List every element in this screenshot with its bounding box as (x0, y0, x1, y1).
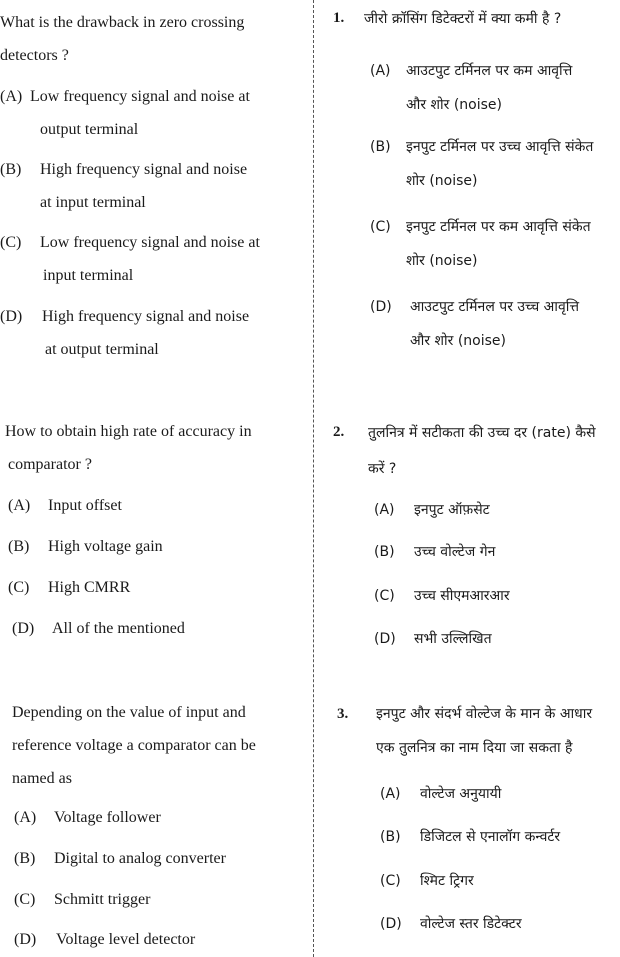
question-line: What is the drawback in zero crossing (0, 14, 245, 31)
option-label: (B) (0, 161, 22, 178)
option-b (14, 850, 226, 868)
option-label: (A) (0, 88, 23, 105)
option-c (8, 579, 130, 597)
option-label: (A) (370, 63, 391, 79)
option-d (380, 914, 522, 933)
question-2-en (5, 415, 252, 481)
option-text: Low frequency signal and noise at (40, 234, 260, 251)
option-text: सभी उल्लिखित (414, 631, 492, 647)
option-d (0, 300, 249, 366)
option-text: Voltage follower (54, 809, 161, 826)
option-text: और शोर (noise) (410, 333, 506, 349)
option-text: इनपुट टर्मिनल पर कम आवृत्ति संकेत (406, 219, 591, 235)
option-text: Schmitt trigger (54, 891, 151, 908)
option-b (380, 827, 560, 846)
option-d (12, 620, 185, 638)
question-line: तुलनित्र में सटीकता की उच्च दर (rate) कैसे (368, 425, 596, 441)
option-text: इनपुट टर्मिनल पर उच्च आवृत्ति संकेत (406, 139, 594, 155)
option-text: Low frequency signal and noise at (30, 88, 250, 105)
question-number: 1. (333, 10, 345, 26)
option-label: (B) (380, 829, 401, 845)
option-d (14, 931, 195, 949)
option-label: (A) (374, 502, 395, 518)
option-text: All of the mentioned (52, 620, 185, 637)
option-text: output terminal (40, 121, 139, 138)
option-c (0, 226, 260, 292)
option-text: उच्च सीएमआरआर (414, 588, 510, 604)
option-c (370, 210, 591, 278)
question-line: comparator ? (8, 456, 92, 473)
option-d (370, 290, 579, 358)
option-label: (D) (374, 631, 396, 647)
option-b (8, 538, 163, 556)
option-label: (C) (14, 891, 36, 908)
option-label: (D) (370, 299, 392, 315)
question-line: जीरो क्रॉसिंग डिटेक्टरों में क्या कमी है ? (364, 11, 562, 27)
option-label: (D) (14, 931, 37, 948)
option-text: आउटपुट टर्मिनल पर कम आवृत्ति (406, 63, 573, 79)
option-text: Digital to analog converter (54, 850, 226, 867)
option-label: (C) (8, 579, 30, 596)
option-text: वोल्टेज स्तर डिटेक्टर (420, 916, 522, 932)
option-label: (A) (8, 497, 31, 514)
option-label: (C) (380, 873, 401, 889)
question-1-en (0, 6, 244, 72)
option-text: at output terminal (45, 341, 159, 358)
question-3-en (12, 696, 256, 795)
question-number: 2. (333, 424, 345, 440)
option-label: (B) (8, 538, 30, 555)
option-text: और शोर (noise) (406, 97, 502, 113)
option-text: Voltage level detector (56, 931, 196, 948)
option-text: इनपुट ऑफ़सेट (414, 502, 490, 518)
option-text: आउटपुट टर्मिनल पर उच्च आवृत्ति (410, 299, 580, 315)
option-label: (D) (380, 916, 402, 932)
option-text: input terminal (43, 267, 134, 284)
option-b (374, 542, 495, 561)
option-label: (A) (380, 786, 401, 802)
option-text: श्मिट ट्रिगर (420, 873, 474, 889)
option-text: High CMRR (48, 579, 131, 596)
option-a (370, 54, 572, 122)
option-label: (D) (12, 620, 35, 637)
question-1-hi (364, 9, 561, 28)
question-line: करें ? (368, 461, 397, 477)
question-line: इनपुट और संदर्भ वोल्टेज के मान के आधार (376, 706, 593, 722)
option-a (0, 80, 250, 146)
option-label: (C) (374, 588, 395, 604)
question-line: detectors ? (0, 47, 69, 64)
option-a (8, 497, 122, 515)
option-label: (C) (370, 219, 391, 235)
option-text: Input offset (48, 497, 122, 514)
question-number: 3. (337, 706, 349, 722)
question-3-hi (376, 697, 592, 765)
option-text: High frequency signal and noise (42, 308, 250, 325)
option-label: (B) (370, 139, 391, 155)
question-line: named as (12, 770, 72, 787)
option-label: (C) (0, 234, 22, 251)
option-a (374, 500, 490, 519)
question-line: एक तुलनित्र का नाम दिया जा सकता है (376, 740, 573, 756)
option-b (370, 130, 593, 198)
question-line: reference voltage a comparator can be (12, 737, 256, 754)
option-a (14, 809, 161, 827)
option-c (14, 891, 150, 909)
option-label: (B) (14, 850, 36, 867)
option-c (374, 586, 510, 605)
option-text: High voltage gain (48, 538, 163, 555)
option-text: वोल्टेज अनुयायी (420, 786, 502, 802)
question-line: How to obtain high rate of accuracy in (5, 423, 252, 440)
option-c (380, 871, 474, 890)
option-text: उच्च वोल्टेज गेन (414, 544, 496, 560)
option-text: High frequency signal and noise (40, 161, 248, 178)
question-line: Depending on the value of input and (12, 704, 246, 721)
question-2-hi (368, 415, 596, 487)
option-label: (B) (374, 544, 395, 560)
option-d (374, 629, 492, 648)
option-a (380, 784, 501, 803)
option-label: (D) (0, 308, 23, 325)
option-text: शोर (noise) (406, 173, 478, 189)
option-b (0, 153, 247, 219)
option-text: डिजिटल से एनालॉग कन्वर्टर (420, 829, 561, 845)
option-label: (A) (14, 809, 37, 826)
option-text: at input terminal (40, 194, 146, 211)
column-divider (313, 0, 314, 957)
option-text: शोर (noise) (406, 253, 478, 269)
